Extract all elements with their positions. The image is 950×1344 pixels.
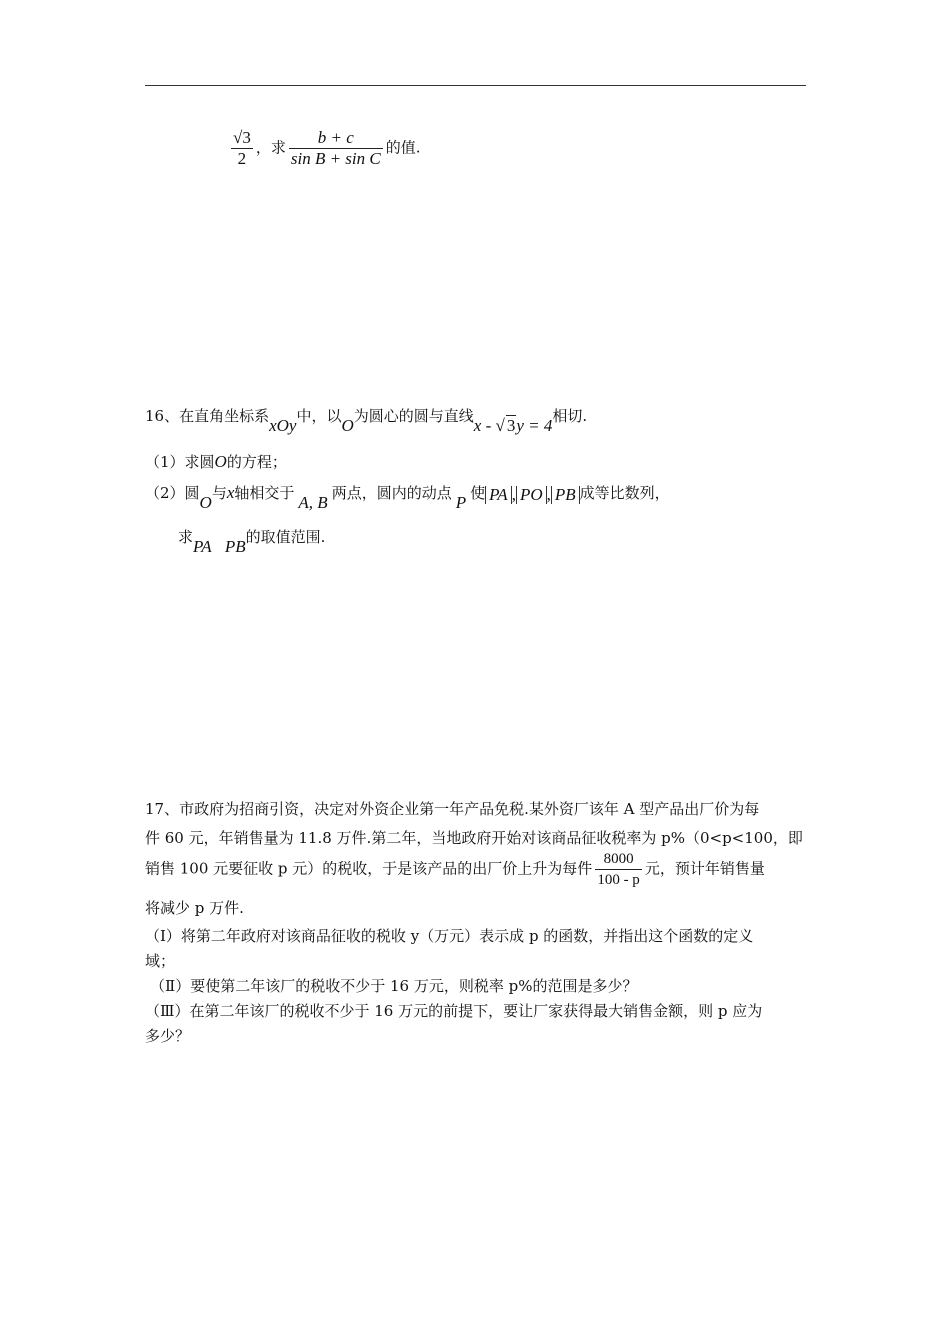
q16-p2-text-b: 与 bbox=[211, 484, 227, 502]
q17-part1-line-1: （Ⅰ）将第二年政府对该商品征收的税收 y（万元）表示成 p 的函数，并指出这个函数的定义 bbox=[145, 927, 754, 945]
frac-denominator: sin B + sin C bbox=[290, 149, 381, 168]
q16-part2 bbox=[145, 483, 670, 512]
math-O: O bbox=[341, 416, 354, 435]
abs-PO: PO bbox=[516, 486, 547, 504]
q17-line-3-text-b: 元，预计年销售量 bbox=[644, 859, 765, 878]
math-x: x bbox=[226, 483, 235, 502]
q15-tail-line bbox=[228, 128, 421, 169]
comma: , bbox=[546, 485, 551, 504]
q16-p2-text-d: 两点，圆内的动点 bbox=[331, 484, 452, 502]
q17-line-3 bbox=[145, 849, 765, 890]
abs-PA: PA bbox=[485, 486, 512, 504]
q16-p1-text-a: （1）求圆 bbox=[145, 453, 215, 471]
q15-sep: ，求 bbox=[255, 138, 286, 157]
math-O: O bbox=[214, 452, 227, 471]
q16-text-3: 为圆心的圆与直线 bbox=[353, 407, 474, 425]
b-plus-c-over-sines-fraction bbox=[289, 128, 383, 169]
q15-tail-text: 的值. bbox=[385, 138, 421, 157]
math-O: O bbox=[199, 493, 212, 512]
q16-p3-text-b: 的取值范围. bbox=[245, 528, 326, 546]
math-P: P bbox=[455, 493, 467, 512]
math-abs-sequence bbox=[485, 485, 580, 504]
q17-line-4: 将减少 p 万件. bbox=[145, 899, 244, 917]
q16-part1 bbox=[145, 452, 287, 472]
frac-numerator: 8000 bbox=[595, 849, 642, 870]
q17-part2: （Ⅱ）要使第二年该厂的税收不少于 16 万元，则税率 p%的范围是多少？ bbox=[150, 977, 638, 995]
price-fraction bbox=[595, 849, 642, 890]
q17-line-2: 件 60 元，年销售量为 11.8 万件.第二年，当地政府开始对该商品征收税率为 p%（0<p<100，即 bbox=[145, 829, 803, 847]
frac-numerator: b + c bbox=[289, 128, 383, 149]
q17-line-1: 17、市政府为招商引资，决定对外资企业第一年产品免税.某外资厂该年 A 型产品出厂价为每 bbox=[145, 800, 760, 818]
frac-denominator: 100 - p bbox=[597, 872, 640, 888]
q16-p2-text-c: 轴相交于 bbox=[234, 484, 295, 502]
math-xOy: xOy bbox=[269, 416, 297, 435]
abs-PB: PB bbox=[551, 486, 580, 504]
q16-part2-ask bbox=[178, 527, 326, 556]
sqrt3-over-2-fraction bbox=[231, 128, 253, 169]
q16-p2-text-f: 成等比数列， bbox=[579, 484, 670, 502]
math-line-equation: x - √ 3y = 4 bbox=[473, 416, 553, 435]
frac-denominator: 2 bbox=[237, 149, 247, 168]
q16-p3-text-a: 求 bbox=[178, 528, 194, 546]
q16-text-4: 相切. bbox=[552, 407, 588, 425]
q17-part3-line-1: （Ⅲ）在第二年该厂的税收不少于 16 万元的前提下，要让厂家获得最大销售金额，则 p 应为 bbox=[145, 1002, 763, 1020]
header-rule bbox=[145, 85, 806, 86]
math-line-x: x - bbox=[473, 416, 492, 435]
math-PA-dot-PB: PA⃗PB bbox=[193, 537, 246, 556]
q17-line-3-text-a: 销售 100 元要征收 p 元）的税收，于是该产品的出厂价上升为每件 bbox=[145, 859, 593, 878]
q17-part3-line-2: 多少？ bbox=[145, 1027, 191, 1045]
q16-p2-text-e: 使 bbox=[470, 484, 486, 502]
math-sqrt3: 3 bbox=[506, 416, 516, 435]
q16-p1-text-b: 的方程； bbox=[226, 453, 287, 471]
comma: , bbox=[511, 485, 516, 504]
q16-p2-text-a: （2）圆 bbox=[145, 484, 200, 502]
frac-numerator: √3 bbox=[233, 128, 251, 147]
q17-part1-line-2: 域； bbox=[145, 952, 176, 970]
math-A-B: A, B bbox=[298, 493, 328, 512]
q16-text-1: 16、在直角坐标系 bbox=[145, 407, 270, 425]
math-line-rest: y = 4 bbox=[516, 416, 553, 435]
q16-text-2: 中，以 bbox=[296, 407, 342, 425]
q16-statement bbox=[145, 405, 588, 435]
